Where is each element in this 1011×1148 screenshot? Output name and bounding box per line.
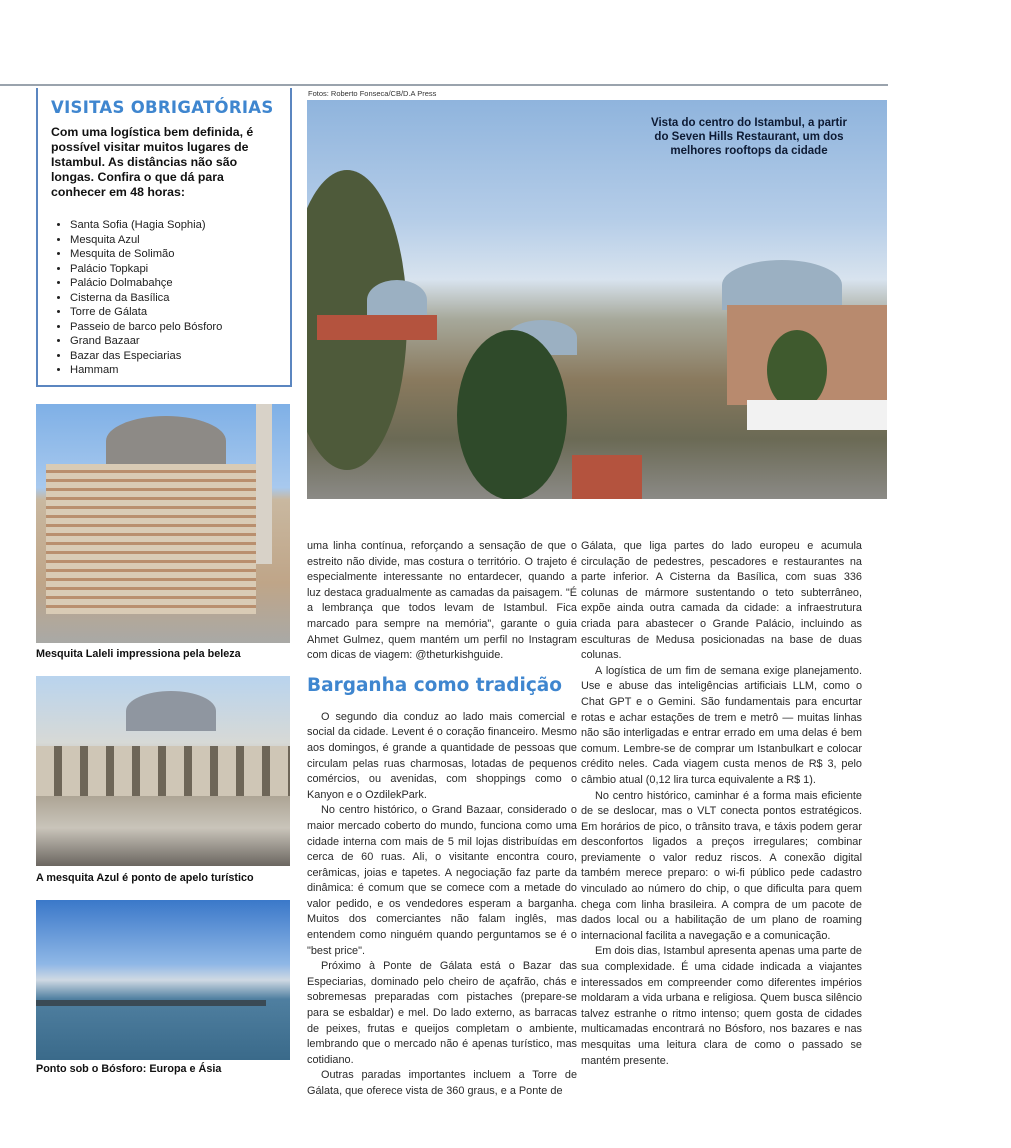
photo-blue-mosque — [36, 676, 290, 866]
dome-shape — [126, 691, 216, 731]
list-item: • Hammam — [70, 363, 290, 378]
article-column-2 — [581, 539, 862, 1069]
paragraph: No centro histórico, o Grand Bazaar, considerado o maior mercado coberto do mundo, funciona como uma cidade interna com mais de 5 mil lojas distribuídas em cerca de 60 ruas. Ali, o visitante encontra couro, cerâmicas, joias e tapetes. A negociação faz parte da dinâmica: é comum que se comece com a metade do valor pedido, e os vendedores esperam a barganha. Muitos dos comerciantes não falam inglês, mas entendem como ninguém quando perguntamos se é o "best price". — [307, 804, 577, 957]
photo-caption: Mesquita Laleli impressiona pela beleza — [36, 648, 241, 660]
main-photo-caption: Vista do centro do Istambul, a partir do Seven Hills Restaurant, um dos melhores rooftops da cidade — [651, 117, 847, 157]
paragraph: Em dois dias, Istambul apresenta apenas uma parte de sua complexidade. É uma cidade indicada a viajantes interessados em compreender como diferentes impérios moldaram a vida urbana e religiosa. Quem busca silêncio talvez estranhe o ritmo intenso; quem gosta de cidades multicamadas encontrará no Bósforo, nos bazares e nas mesquitas uma leitura clara de como o passado se mantém presente. — [581, 945, 862, 1067]
list-item: • Mesquita Azul — [70, 233, 290, 248]
dome-shape — [106, 416, 226, 466]
photo-laleli-mosque — [36, 404, 290, 643]
photo-caption: A mesquita Azul é ponto de apelo turístico — [36, 872, 254, 884]
list-item: • Palácio Dolmabahçe — [70, 276, 290, 291]
paragraph: No centro histórico, caminhar é a forma mais eficiente de se deslocar, mas o VLT conecta pontos estratégicos. Em horários de pico, o trânsito trava, e táxis podem gerar desconfortos ligados a preços irregulares; combinar previamente o valor reduz riscos. A conexão digital também merece preparo: o wi-fi público pede cadastro vinculado ao número do chip, o que dificulta para quem chega com linha brasileira. A compra de um pacote de dados local ou a habilitação de um plano de roaming internacional facilita a navegação e a comunicação. — [581, 789, 862, 942]
paragraph: Próximo à Ponte de Gálata está o Bazar das Especiarias, dominado pelo cheiro de açafrão, chás e sobremesas preparadas com pistaches (prepare-se para se esbaldar) e mel. Do lado externo, as barracas de peixes, frutas e queijos completam o ambiente, lembrando que o mercado não é apenas turístico, mas cotidiano. — [307, 960, 577, 1066]
list-item: • Cisterna da Basílica — [70, 291, 290, 306]
photo-caption: Ponto sob o Bósforo: Europa e Ásia — [36, 1063, 222, 1075]
roof-shape — [572, 455, 642, 499]
list-item: • Santa Sofia (Hagia Sophia) — [70, 218, 290, 233]
tree-shape — [767, 330, 827, 410]
paragraph: O segundo dia conduz ao lado mais comercial e social da cidade. Levent é o coração financeiro. Mesmo aos domingos, é grande a quantidade de pessoas que circulam pelas ruas charmosas, lotadas de pequenos comércios, ou avenidas, com shoppings como o Kanyon e o OzdilekPark. — [307, 710, 577, 801]
list-item: • Grand Bazaar — [70, 334, 290, 349]
bridge-shape — [36, 1000, 266, 1006]
mosque-wall-shape — [46, 464, 256, 614]
must-visit-list — [52, 218, 290, 378]
main-photo-istanbul-view — [307, 100, 887, 499]
box-title: VISITAS OBRIGATÓRIAS — [51, 98, 274, 117]
list-item: • Torre de Gálata — [70, 305, 290, 320]
top-rule — [0, 84, 888, 86]
arcade-shape — [36, 746, 290, 796]
photo-credit: Fotos: Roberto Fonseca/CB/D.A Press — [308, 89, 437, 98]
box-intro: Com uma logística bem definida, é possível visitar muitos lugares de Istambul. As distâncias não são longas. Confira o que dá para conhecer em 48 horas: — [51, 125, 254, 199]
article-column-1 — [307, 539, 577, 1100]
list-item: • Bazar das Especiarias — [70, 349, 290, 364]
list-item: • Passeio de barco pelo Bósforo — [70, 320, 290, 335]
sidebar-box-must-visit — [36, 88, 292, 387]
list-item: • Mesquita de Solimão — [70, 247, 290, 262]
roof-shape — [317, 315, 437, 340]
paragraph: uma linha contínua, reforçando a sensação de que o estreito não divide, mas costura o território. O trajeto é especialmente interessante no entardecer, quando a luz destaca gradualmente as camadas da paisagem. "É a lembrança que todos levam de Istambul. Fica marcado para sempre na memória", garante o guia Ahmet Gulmez, quem mantém um perfil no Instagram com dicas de viagem: @theturkishguide. — [307, 540, 577, 662]
tree-shape — [457, 330, 567, 499]
paragraph: Gálata, que liga partes do lado europeu e acumula circulação de pedestres, pescadores e restaurantes na parte inferior. A Cisterna da Basílica, com suas 336 colunas de mármore sustentando o teto subterrâneo, expõe ainda outra camada da cidade: a infraestrutura criada para abastecer o Grande Palácio, incluindo as esculturas de Medusa posicionadas na base de duas colunas. — [581, 540, 862, 662]
section-subheading: Barganha como tradição — [307, 674, 562, 696]
tents-shape — [747, 400, 887, 430]
paragraph: A logística de um fim de semana exige planejamento. Use e abuse das inteligências artificiais LLM, como o Chat GPT e o Gemini. São fundamentais para encurtar rotas e achar estações de trem e metrô — muitas linhas não são interligadas e entrar errado em uma delas é bem comum. Lembre-se de comprar um Istanbulkart e colocar crédito neles. Cada viagem custa menos de R$ 3, pelo câmbio atual (0,12 lira turca equivalente a R$ 1). — [581, 664, 862, 786]
paragraph: Outras paradas importantes incluem a Torre de Gálata, que oferece vista de 360 graus, e a Ponte de — [307, 1069, 577, 1097]
dome-shape — [722, 260, 842, 310]
minaret-shape — [256, 404, 272, 564]
photo-bosphorus — [36, 900, 290, 1060]
list-item: • Palácio Topkapi — [70, 262, 290, 277]
dome-shape — [367, 280, 427, 320]
